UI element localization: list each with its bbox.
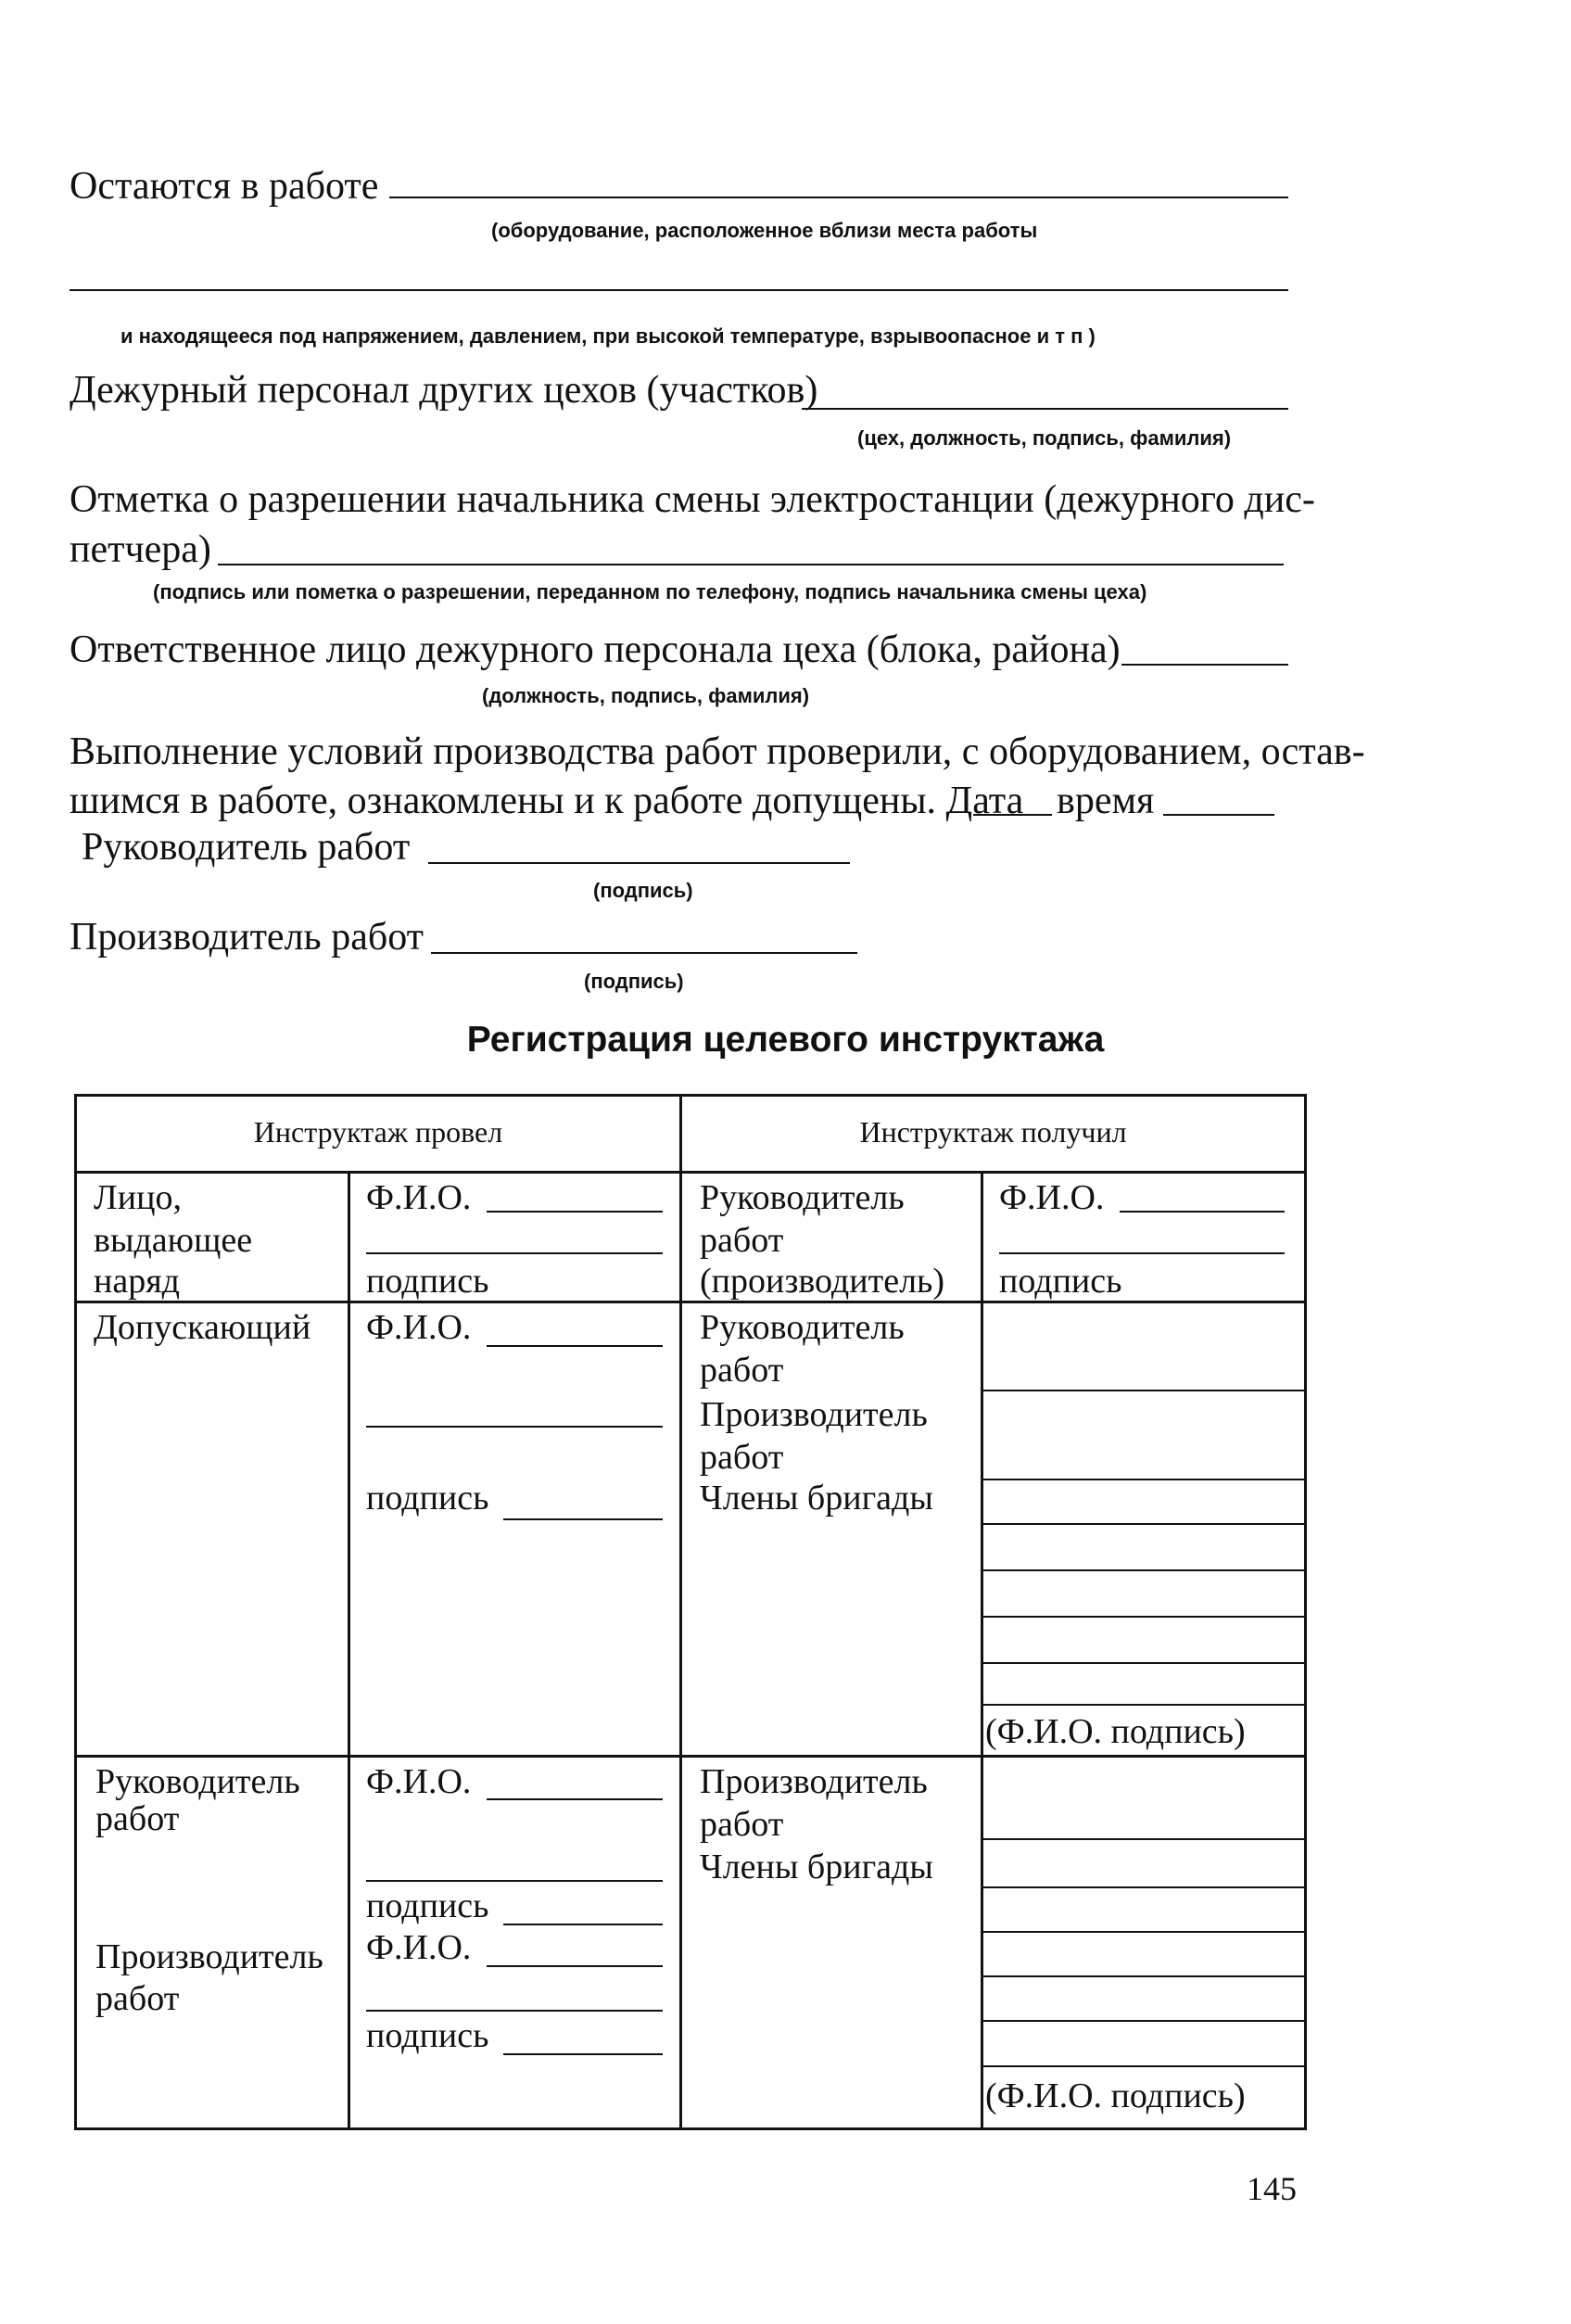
remaining-caption-1: (оборудование, расположенное вблизи места работы: [491, 219, 1038, 242]
manager-label: Руководитель работ: [82, 826, 411, 869]
row1-fio-label: Ф.И.О.: [366, 1178, 472, 1217]
col-received-header: Инструктаж получил: [859, 1115, 1127, 1149]
row3-recv-line-5[interactable]: [983, 2020, 1304, 2022]
row2-recv-producer-2: работ: [700, 1438, 784, 1477]
row3-fio2-line[interactable]: [487, 1965, 663, 1967]
row1-given-role-3: наряд: [94, 1262, 181, 1301]
row2-recv-line-3[interactable]: [983, 1523, 1304, 1525]
row3-sign2-line[interactable]: [503, 2053, 663, 2055]
row1-recv-role-3: (производитель): [700, 1262, 945, 1301]
page-number: 145: [1247, 2170, 1297, 2207]
permission-fill-line[interactable]: [218, 564, 1284, 565]
row2-fio-label: Ф.И.О.: [366, 1308, 472, 1347]
row3-fio2-label: Ф.И.О.: [366, 1928, 472, 1967]
duty-fill-line[interactable]: [802, 408, 1288, 410]
row1-recv-role-1: Руководитель: [700, 1178, 905, 1217]
row2-recv-line-4[interactable]: [983, 1569, 1304, 1571]
manager-caption: (подпись): [593, 879, 693, 902]
row3-given-manager-1: Руководитель: [95, 1762, 300, 1801]
row3-fio1-line-2[interactable]: [366, 1880, 663, 1882]
row2-recv-note: (Ф.И.О. подпись): [985, 1712, 1246, 1751]
row3-sign2-label: подпись: [366, 2016, 489, 2055]
row1-recv-fio-line[interactable]: [1120, 1211, 1285, 1213]
row2-divider: [77, 1755, 1304, 1758]
header-divider: [77, 1171, 1304, 1174]
row3-recv-line-4[interactable]: [983, 1975, 1304, 1977]
row2-fio-line[interactable]: [487, 1345, 663, 1347]
permission-caption: (подпись или пометка о разрешении, переданном по телефону, подпись начальника смены цеха): [153, 580, 1147, 603]
row1-fio-line[interactable]: [487, 1211, 663, 1213]
row3-recv-line-1[interactable]: [983, 1838, 1304, 1840]
remaining-caption-2: и находящееся под напряжением, давлением, при высокой температуре, взрывоопасное и т п ): [120, 324, 1096, 348]
remaining-fill-line[interactable]: [389, 197, 1288, 198]
duty-caption: (цех, должность, подпись, фамилия): [857, 426, 1232, 450]
briefing-title: Регистрация целевого инструктажа: [466, 1020, 1105, 1060]
permission-line-1: Отметка о разрешении начальника смены электростанции (дежурного дис-: [70, 478, 1315, 521]
row1-given-role-1: Лицо,: [94, 1178, 182, 1217]
row1-recv-fio-line-2[interactable]: [999, 1252, 1285, 1254]
row2-sign-label: подпись: [366, 1479, 489, 1518]
row3-recv-producer-2: работ: [700, 1805, 784, 1844]
row2-recv-manager-2: работ: [700, 1351, 784, 1390]
row3-given-producer-2: работ: [95, 1979, 180, 2018]
row3-given-producer-1: Производитель: [95, 1937, 323, 1976]
col-divider-right: [981, 1171, 983, 2127]
row3-given-manager-2: работ: [95, 1799, 180, 1838]
row1-sign-label: подпись: [366, 1262, 489, 1301]
producer-label: Производитель работ: [70, 916, 424, 959]
conditions-line-1: Выполнение условий производства работ проверили, с оборудованием, остав-: [70, 730, 1365, 773]
row1-recv-fio-label: Ф.И.О.: [999, 1178, 1105, 1217]
row2-recv-line-1[interactable]: [983, 1390, 1304, 1391]
time-label: время: [1057, 780, 1155, 822]
date-fill-line[interactable]: [973, 814, 1052, 816]
row3-fio1-label: Ф.И.О.: [366, 1762, 472, 1801]
row3-recv-note: (Ф.И.О. подпись): [985, 2076, 1246, 2115]
row1-recv-role-2: работ: [700, 1221, 784, 1260]
duty-label: Дежурный персонал других цехов (участков): [70, 369, 818, 412]
row2-recv-line-2[interactable]: [983, 1479, 1304, 1480]
row3-recv-line-3[interactable]: [983, 1931, 1304, 1933]
producer-sign-line[interactable]: [431, 952, 857, 954]
row3-sign1-label: подпись: [366, 1886, 489, 1925]
row1-recv-sign-label: подпись: [999, 1262, 1122, 1301]
row1-fio-line-2[interactable]: [366, 1252, 663, 1254]
row2-fio-line-2[interactable]: [366, 1426, 663, 1428]
responsible-label: Ответственное лицо дежурного персонала цеха (блока, района): [70, 629, 1121, 671]
time-fill-line[interactable]: [1163, 814, 1274, 816]
row3-sign1-line[interactable]: [503, 1924, 663, 1925]
row2-recv-line-7[interactable]: [983, 1704, 1304, 1706]
permission-line-2: петчера): [70, 528, 211, 571]
briefing-table: [74, 1094, 1307, 2130]
remaining-fill-line-2[interactable]: [70, 289, 1288, 291]
col-divider-main: [679, 1097, 682, 2127]
row3-recv-line-6[interactable]: [983, 2065, 1304, 2067]
row2-recv-producer-1: Производитель: [700, 1395, 928, 1434]
row2-given-role: Допускающий: [94, 1308, 311, 1347]
row3-fio2-line-2[interactable]: [366, 2010, 663, 2012]
remaining-label: Остаются в работе: [70, 165, 379, 208]
manager-sign-line[interactable]: [428, 862, 850, 864]
row2-sign-line[interactable]: [503, 1518, 663, 1520]
row3-recv-line-2[interactable]: [983, 1886, 1304, 1888]
col-given-header: Инструктаж провел: [253, 1115, 503, 1149]
row2-recv-manager-1: Руководитель: [700, 1308, 905, 1347]
producer-caption: (подпись): [584, 970, 684, 993]
conditions-line-2: шимся в работе, ознакомлены и к работе допущены. Дата: [70, 780, 1024, 822]
responsible-fill-line[interactable]: [1121, 664, 1288, 666]
row2-recv-line-6[interactable]: [983, 1662, 1304, 1664]
row1-given-role-2: выдающее: [94, 1221, 253, 1260]
row3-recv-producer-1: Производитель: [700, 1762, 928, 1801]
row2-recv-team: Члены бригады: [700, 1479, 933, 1518]
row2-recv-line-5[interactable]: [983, 1616, 1304, 1618]
row3-fio1-line[interactable]: [487, 1798, 663, 1800]
row3-recv-team: Члены бригады: [700, 1848, 933, 1886]
col-divider-left: [348, 1171, 350, 2127]
responsible-caption: (должность, подпись, фамилия): [482, 684, 810, 707]
